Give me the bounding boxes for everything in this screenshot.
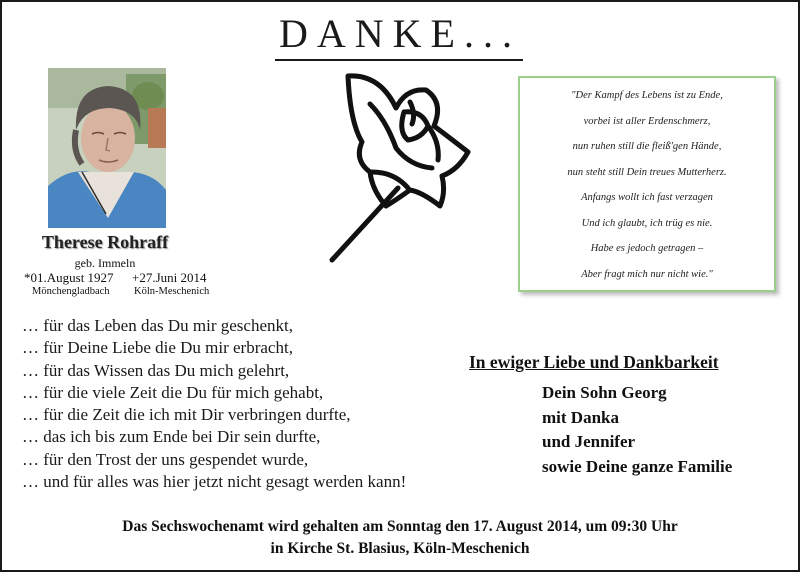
thanks-line: … und für alles was hier jetzt nicht gesagt werden kann! [22,472,407,492]
rose-illustration [310,68,480,268]
family-member: und Jennifer [542,432,636,451]
page-title: DANKE... [279,11,521,56]
poem-line: Aber fragt mich nur nicht wie." [581,268,713,280]
life-dates [24,270,224,286]
poem-line: Habe es jedoch getragen – [590,243,704,254]
thanks-line: … für das Wissen das Du mich gelehrt, [22,360,290,380]
thanks-line: … das ich bis zum Ende bei Dir sein durfte, [22,427,321,447]
poem-line: vorbei ist aller Erdenschmerz, [583,115,711,127]
death-date: +27.Juni 2014 [132,270,207,285]
family-member: Dein Sohn Georg [542,383,667,402]
thanks-line: … für den Trost der uns gespendet wurde, [22,449,309,469]
service-date-line: Das Sechswochenamt wird gehalten am Sonntag den 17. August 2014, um 09:30 Uhr [122,518,678,535]
maiden-name: geb. Immeln [74,256,136,270]
thanks-line: … für das Leben das Du mir geschenkt, [22,316,293,335]
deceased-name: Therese Rohraff [41,232,169,252]
death-place: Köln-Meschenich [134,286,210,297]
family-member: mit Danka [542,407,619,427]
dedication-heading: In ewiger Liebe und Dankbarkeit [469,352,719,372]
service-announcement [0,516,800,560]
thanks-line: … für Deine Liebe die Du mir erbracht, [22,338,293,358]
portrait-photo [48,68,166,228]
poem-line: "Der Kampf des Lebens ist zu Ende, [571,90,723,101]
birth-date: *01.August 1927 [24,270,114,285]
thanks-list [22,315,482,493]
thanks-line: … für die Zeit die ich mit Dir verbringen durfte, [22,405,351,425]
family-signatures [542,381,792,479]
life-places [24,286,224,297]
poem-line: Und ich glaubt, ich trüg es nie. [581,217,713,229]
birth-place: Mönchengladbach [32,286,110,297]
poem-box [518,76,776,292]
poem-line: nun steht still Dein treues Mutterherz. [567,166,727,178]
poem-line: nun ruhen still die fleiß'gen Hände, [572,141,722,152]
title-underline [275,59,523,61]
poem-line: Anfangs wollt ich fast verzagen [581,192,713,203]
service-location-line: in Kirche St. Blasius, Köln-Meschenich [270,540,530,557]
family-member: sowie Deine ganze Familie [542,456,733,476]
thanks-line: … für die viele Zeit die Du für mich gehabt, [22,382,324,402]
